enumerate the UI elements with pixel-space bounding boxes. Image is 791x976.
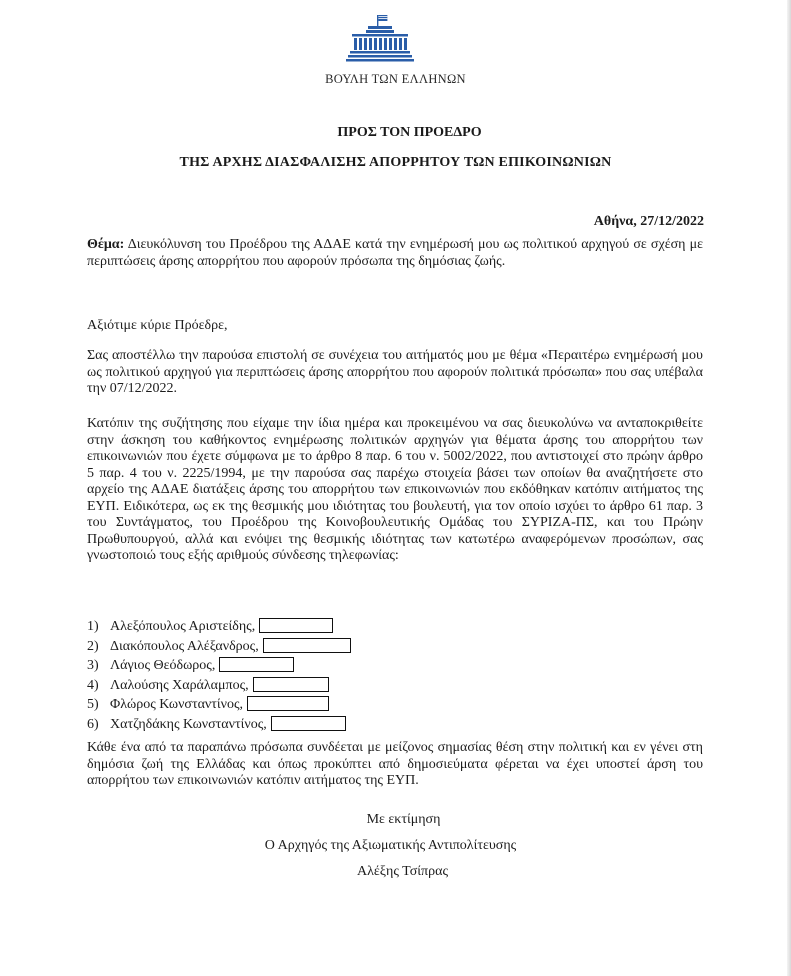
list-item-number: 4): [87, 677, 99, 693]
redaction-box: [259, 618, 333, 633]
list-item-number: 5): [87, 697, 99, 713]
list-item-number: 2): [87, 638, 99, 654]
list-item-name: Αλεξόπουλος Αριστείδης,: [110, 619, 256, 634]
addressee-line-2: ΤΗΣ ΑΡΧΗΣ ΔΙΑΣΦΑΛΙΣΗΣ ΑΠΟΡΡΗΤΟΥ ΤΩΝ ΕΠΙΚΟΙΝΩΝΙΩΝ: [179, 155, 612, 170]
list-item-name: Διακόπουλος Αλέξανδρος,: [110, 638, 259, 654]
signatory-title: Ο Αρχηγός της Αξιωματικής Αντιπολίτευσης: [264, 838, 517, 853]
closing-regards: Με εκτίμηση: [366, 812, 441, 827]
list-item-number: 1): [87, 619, 99, 634]
list-item: [87, 637, 351, 657]
subject-label: Θέμα:: [87, 237, 125, 252]
phone-list: [87, 617, 351, 735]
list-item-name: Λάγιος Θεόδωρος,: [110, 658, 216, 674]
subject-paragraph: [87, 237, 703, 270]
redaction-box: [263, 638, 351, 653]
letter-date: Αθήνα, 27/12/2022: [593, 214, 704, 229]
list-item-number: 6): [87, 716, 99, 732]
redaction-box: [247, 696, 329, 711]
addressee-line-1: ΠΡΟΣ ΤΟΝ ΠΡΟΕΔΡΟ: [337, 125, 482, 140]
subject-text: Διευκόλυνση του Προέδρου της ΑΔΑΕ κατά την ενημέρωσή μου ως πολιτικού αρχηγού σε σχέση με περιπτώσεις άρσης απορρήτου που αφορούν πρόσωπα της δημόσιας ζωής.: [87, 237, 703, 269]
redaction-box: [219, 657, 294, 672]
list-item-name: Χατζηδάκης Κωνσταντίνος,: [110, 716, 267, 732]
list-item-name: Φλώρος Κωνσταντίνος,: [110, 697, 244, 713]
list-item: [87, 715, 351, 735]
signatory-name: Αλέξης Τσίπρας: [357, 864, 448, 879]
parliament-building-icon: [346, 12, 414, 74]
salutation: Αξιότιμε κύριε Πρόεδρε,: [87, 318, 228, 333]
list-item: [87, 617, 351, 637]
paragraph-2: Κατόπιν της συζήτησης που είχαμε την ίδια ημέρα και προκειμένου να σας διευκολύνω να ανταποκριθείτε στην άσκηση του καθήκοντος ενημέρωσης πολιτικών αρχηγών για θέματα άρσης του απορρήτου των επικοινωνιών που έχετε σύμφωνα με το άρθρο 8 παρ. 6 του ν. 5002/2022, που αντιστοιχεί στο πρώην άρθρο 5 παρ. 4 του ν. 2225/1994, με την παρούσα σας παρέχω στοιχεία βάσει των οποίων θα αναζητήσετε στο αρχείο της ΑΔΑΕ διατάξεις άρσης του απορρήτου των επικοινωνιών που εκδόθηκαν κατόπιν αιτήματος της ΕΥΠ. Ειδικότερα, ως εκ της θεσμικής μου ιδιότητας του βουλευτή, για τον οποίο ισχύει το άρθρο 61 παρ. 3 του Συντάγματος, του Προέδρου της Κοινοβουλευτικής Ομάδας του ΣΥΡΙΖΑ-ΠΣ, και του Πρώην Πρωθυπουργού, αλλά και ενόψει της θεσμικής ιδιότητας των κατωτέρω αναφερόμενων προσώπων, σας γνωστοποιώ τους εξής αριθμούς σύνδεσης τηλεφωνίας:: [87, 416, 703, 563]
redaction-box: [253, 677, 329, 692]
page-edge-shadow: [787, 0, 791, 976]
list-item-number: 3): [87, 658, 99, 674]
list-item: [87, 676, 351, 696]
organization-name: ΒΟΥΛΗ ΤΩΝ ΕΛΛΗΝΩΝ: [325, 72, 466, 86]
list-item: [87, 656, 351, 676]
list-item-name: Λαλούσης Χαράλαμπος,: [110, 677, 249, 693]
list-item: [87, 695, 351, 715]
redaction-box: [271, 716, 346, 731]
paragraph-1: Σας αποστέλλω την παρούσα επιστολή σε συνέχεια του αιτήματός μου με θέμα «Περαιτέρω ενημέρωσή μου ως πολιτικού αρχηγού για περιπτώσεις άρσης απορρήτου που αφορούν πολιτικά πρόσωπα» που σας υπέβαλα την 07/12/2022.: [87, 348, 703, 396]
paragraph-3: Κάθε ένα από τα παραπάνω πρόσωπα συνδέεται με μείζονος σημασίας θέση στην πολιτική και εν γένει στη δημόσια ζωή της Ελλάδας και όπως προκύπτει από δημοσιεύματα φέρεται να έχει υποστεί άρση του απορρήτου των επικοινωνιών κατόπιν αιτήματος της ΕΥΠ.: [87, 740, 703, 788]
